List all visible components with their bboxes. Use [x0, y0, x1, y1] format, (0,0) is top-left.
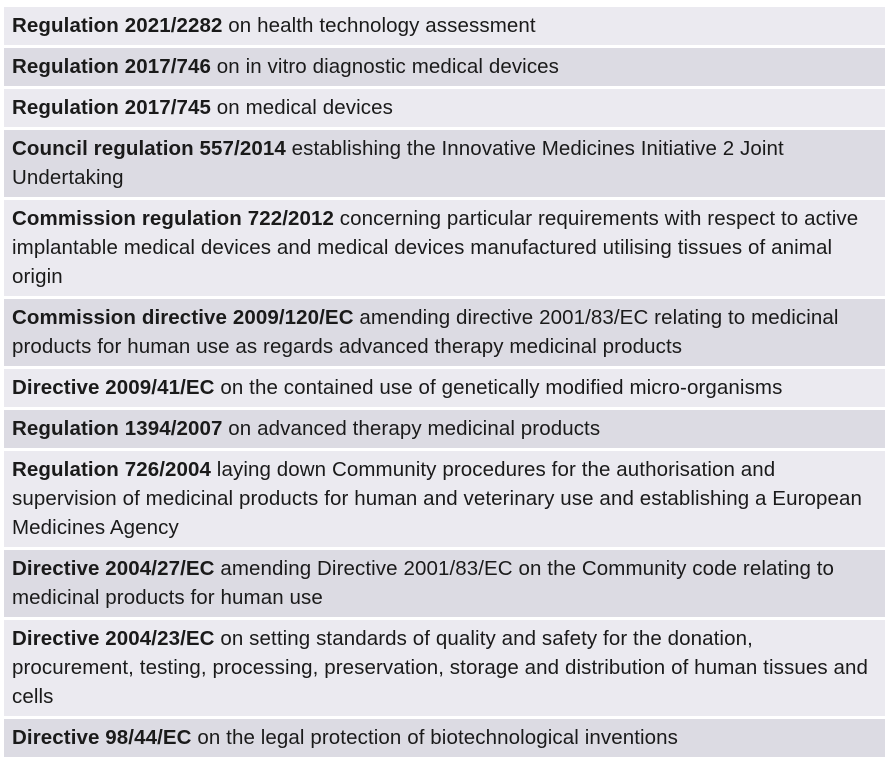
list-item [4, 369, 885, 407]
item-reference: Commission directive 2009/120/EC [12, 306, 354, 329]
item-description: amending directive 2001/83/EC relating to medicinal products for human use as regards advanced therapy medicinal products [12, 306, 839, 358]
item-reference: Commission regulation 722/2012 [12, 207, 335, 230]
item-reference: Regulation 2017/746 [12, 55, 212, 78]
item-description: on the legal protection of biotechnological inventions [191, 726, 679, 749]
list-item [4, 7, 885, 45]
list-item [4, 719, 885, 757]
item-description: concerning particular requirements with respect to active implantable medical devices and medical devices manufactured utilising tissues of animal origin [12, 207, 859, 288]
item-reference: Council regulation 557/2014 [12, 137, 286, 160]
list-item [4, 451, 885, 547]
item-reference: Directive 2004/27/EC [12, 557, 215, 580]
item-description: laying down Community procedures for the authorisation and supervision of medicinal products for human and veterinary use and establishing a European Medicines Agency [12, 458, 862, 539]
item-description: on medical devices [211, 96, 393, 119]
list-item [4, 89, 885, 127]
item-reference: Directive 2004/23/EC [12, 627, 215, 650]
list-item [4, 200, 885, 296]
list-item [4, 410, 885, 448]
item-description: on in vitro diagnostic medical devices [211, 55, 560, 78]
item-reference: Directive 98/44/EC [12, 726, 192, 749]
legislation-list [4, 7, 885, 760]
list-item [4, 550, 885, 617]
item-reference: Regulation 2017/745 [12, 96, 212, 119]
item-description: on health technology assessment [222, 14, 536, 37]
item-description: on setting standards of quality and safety for the donation, procurement, testing, processing, preservation, storage and distribution of human tissues and cells [12, 627, 868, 708]
item-reference: Directive 2009/41/EC [12, 376, 215, 399]
item-reference: Regulation 726/2004 [12, 458, 212, 481]
item-reference: Regulation 1394/2007 [12, 417, 223, 440]
item-description: on the contained use of genetically modified micro-organisms [214, 376, 783, 399]
item-description: amending Directive 2001/83/EC on the Community code relating to medicinal products for human use [12, 557, 835, 609]
list-item [4, 48, 885, 86]
item-reference: Regulation 2021/2282 [12, 14, 223, 37]
list-item [4, 130, 885, 197]
list-item [4, 299, 885, 366]
list-item [4, 620, 885, 716]
item-description: establishing the Innovative Medicines Initiative 2 Joint Undertaking [12, 137, 784, 189]
item-description: on advanced therapy medicinal products [222, 417, 601, 440]
